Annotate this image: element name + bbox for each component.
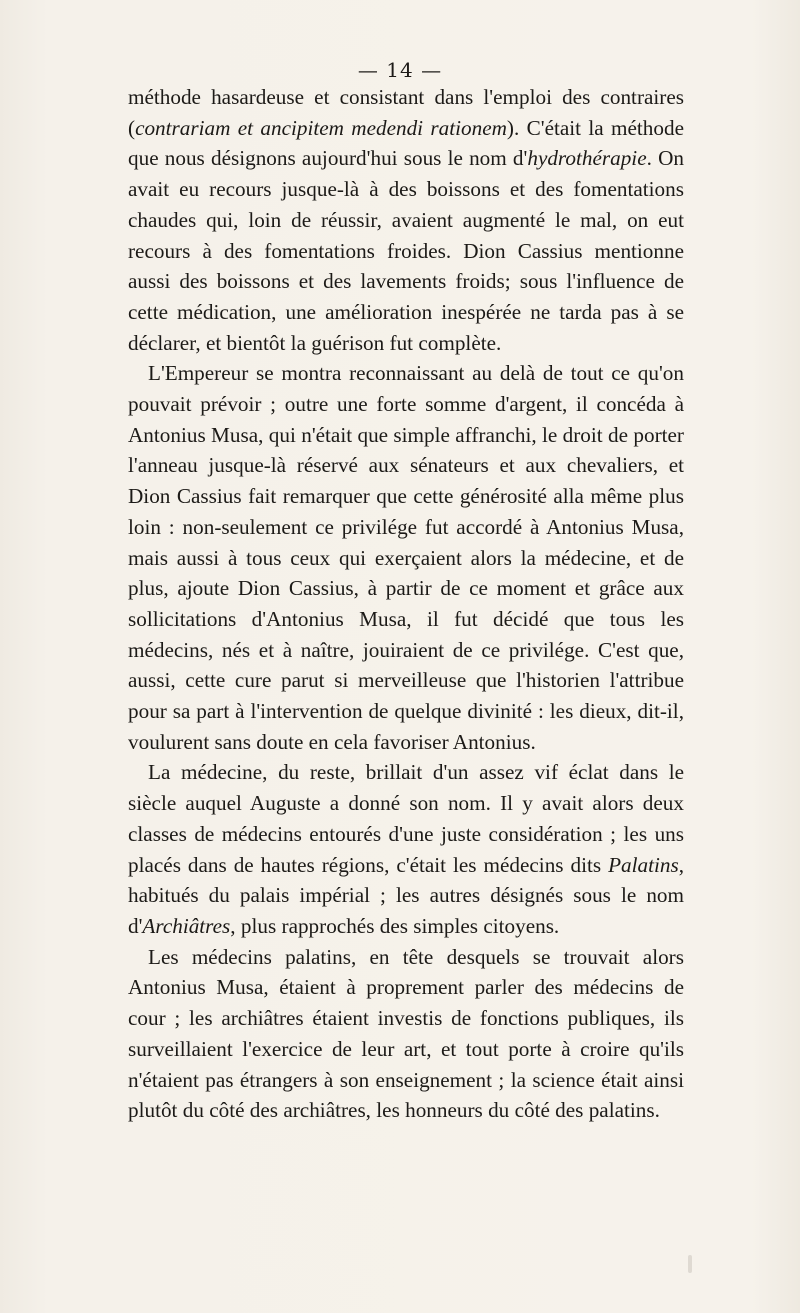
italic-text: Palatins [608,852,679,877]
paragraph [128,358,684,757]
text-run: Les médecins palatins, en tête desquels se trouvait alors Antonius Musa, étaient à proprement parler des médecins de cour ; les archiâtres étaient investis de fonctions publiques, ils surveillaient l'exercice de leur art, et tout porte à croire qu'ils n'étaient pas étrangers à son enseignement ; la science était ainsi plutôt du côté des archiâtres, les honneurs du côté des palatins. [128,944,684,1123]
text-run: L'Empereur se montra reconnaissant au delà de tout ce qu'on pouvait prévoir ; outre une forte somme d'argent, il concéda à Antonius Musa, qui n'était que simple affranchi, le droit de porter l'anneau jusque-là réservé aux sénateurs et aux chevaliers, et Dion Cassius fait remarquer que cette générosité alla même plus loin : non-seulement ce privilége fut accordé à Antonius Musa, mais aussi à tous ceux qui exerçaient alors la médecine, et de plus, ajoute Dion Cassius, à partir de ce moment et grâce aux sollicitations d'Antonius Musa, il fut décidé que tous les médecins, nés et à naître, jouiraient de ce privilége. C'est que, aussi, cette cure parut si merveilleuse que l'historien l'attribue pour sa part à l'intervention de quelque divinité : les dieux, dit-il, voulurent sans doute en cela favoriser Antonius. [128,361,684,754]
paragraph [128,757,684,941]
paragraph [128,82,684,358]
italic-text: hydrothérapie [527,146,647,171]
text-run: , plus rapprochés des simples citoyens. [230,913,560,938]
text-run: La médecine, du reste, brillait d'un assez vif éclat dans le siècle auquel Auguste a donné son nom. Il y avait alors deux classes de médecins entourés d'une juste considération ; les uns placés dans de hautes régions, c'était les médecins dits [128,760,684,877]
italic-text: Archiâtres [142,913,231,938]
italic-text: contrariam et ancipitem medendi rationem [135,115,507,140]
paragraph [128,942,684,1126]
page-number: — 14 — [357,58,443,82]
text-run: ). C'était la méthode que nous désignons aujourd'hui sous le nom d' [128,115,684,171]
text-run: , habitués du palais impérial ; les autres désignés sous le nom d' [128,852,684,938]
text-run: méthode hasardeuse et consistant dans l'emploi des contraires ( [128,85,684,140]
text-run: . On avait eu recours jusque-là à des boissons et des fomentations chaudes qui, loin de réussir, avaient augmenté le mal, on eut recours à des fomentations froides. Dion Cassius mentionne aussi des boissons et des lavements froids; sous l'influence de cette médication, une amélioration inespérée ne tarda pas à se déclarer, et bientôt la guérison fut complète. [128,146,684,355]
body-text [128,82,684,1126]
paper-blemish [688,1255,692,1273]
